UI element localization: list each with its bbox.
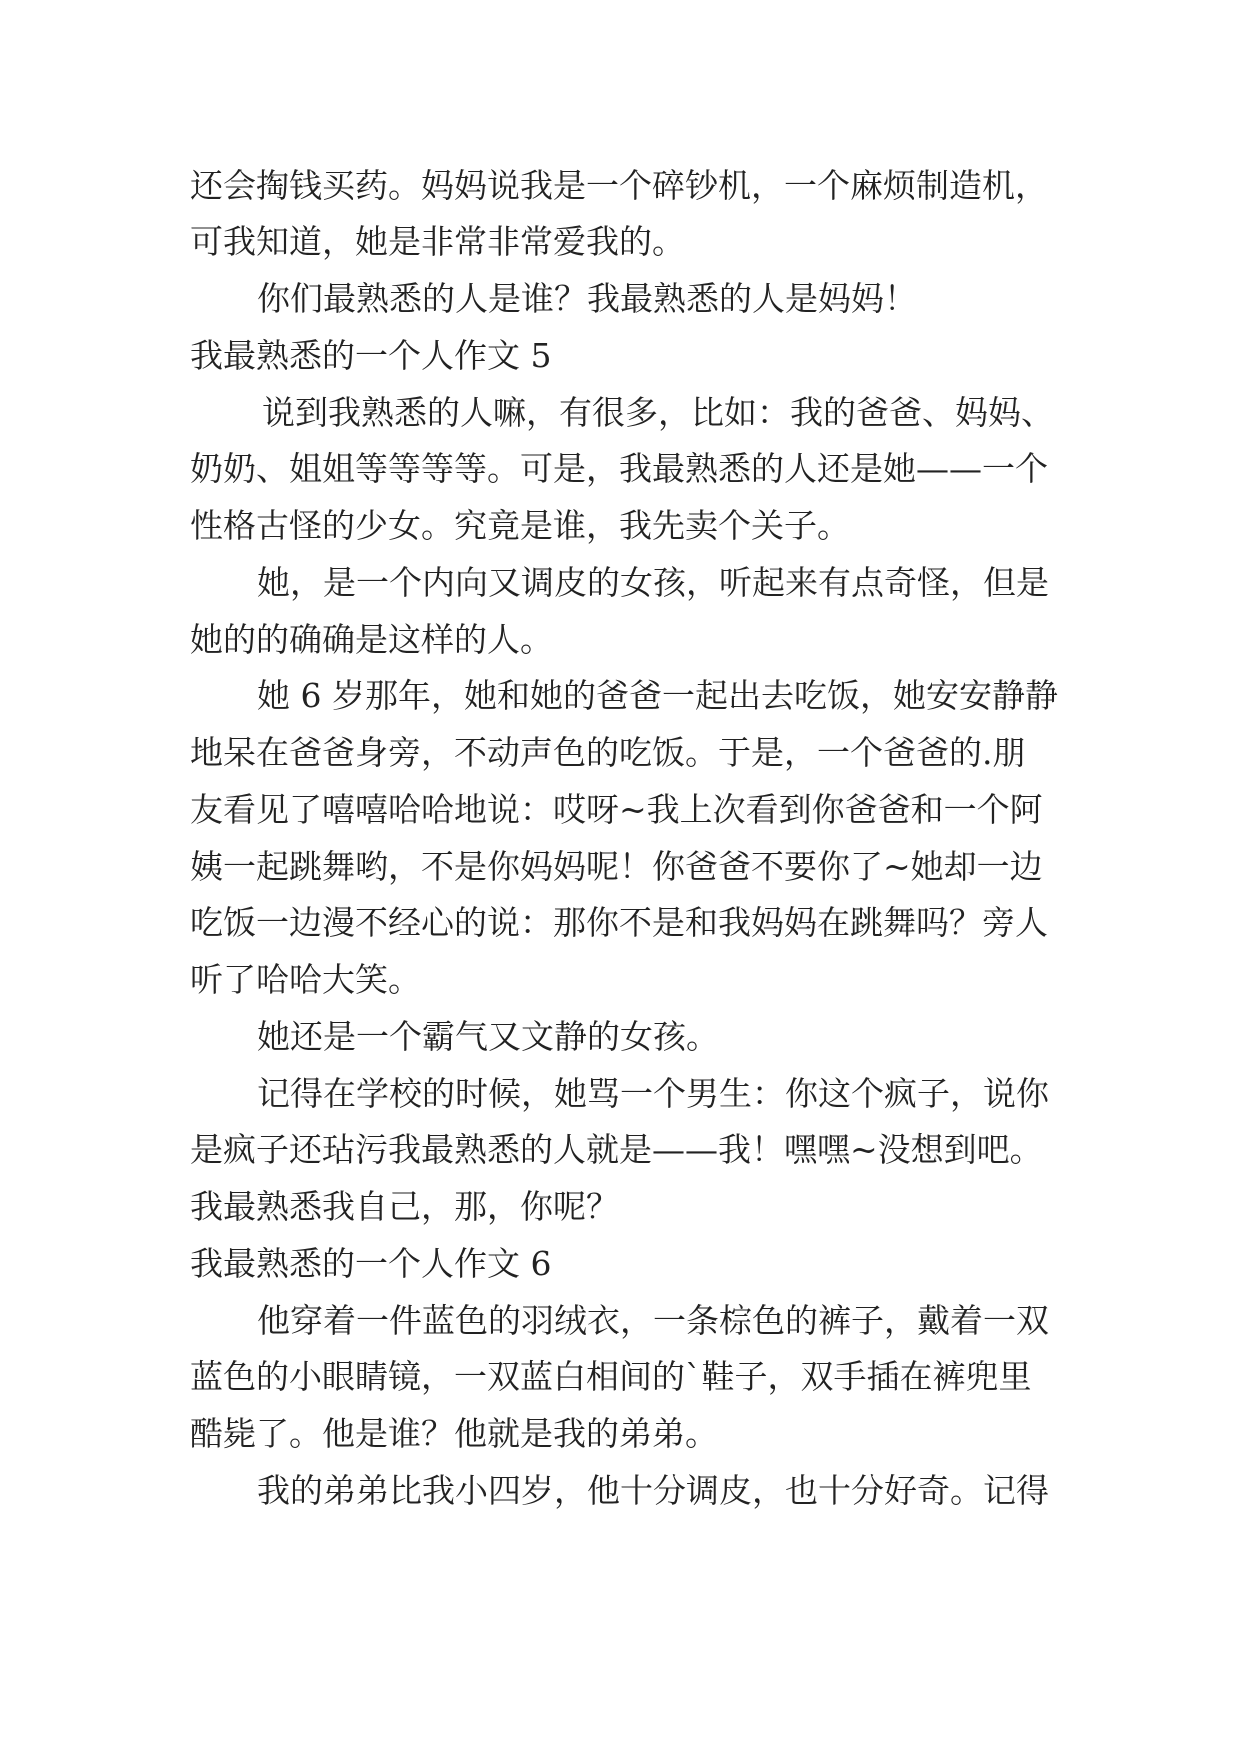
text-line: 蓝色的小眼睛镜，一双蓝白相间的`鞋子，双手插在裤兜里 — [190, 1357, 1032, 1396]
text-line: 是疯子还玷污我最熟悉的人就是——我！嘿嘿~没想到吧。 — [190, 1130, 1043, 1169]
text-line: 友看见了嘻嘻哈哈地说：哎呀~我上次看到你爸爸和一个阿 — [190, 790, 1043, 829]
section-heading: 我最熟悉的一个人作文 5 — [190, 336, 552, 375]
paragraph-start: 我的弟弟比我小四岁，他十分调皮，也十分好奇。记得 — [257, 1471, 1049, 1510]
text-line: 姨一起跳舞哟，不是你妈妈呢！你爸爸不要你了~她却一边 — [190, 847, 1043, 886]
text-line: 地呆在爸爸身旁，不动声色的吃饭。于是，一个爸爸的.朋 — [190, 733, 1026, 772]
paragraph-start: 你们最熟悉的人是谁？我最熟悉的人是妈妈！ — [257, 279, 917, 318]
text-line: 吃饭一边漫不经心的说：那你不是和我妈妈在跳舞吗？旁人 — [190, 903, 1048, 942]
text-line: 性格古怪的少女。究竟是谁，我先卖个关子。 — [190, 506, 850, 545]
text-line: 我最熟悉我自己，那，你呢？ — [190, 1187, 619, 1226]
section-heading: 我最熟悉的一个人作文 6 — [190, 1244, 552, 1283]
paragraph-start: 她还是一个霸气又文静的女孩。 — [257, 1017, 719, 1056]
text-line: 可我知道，她是非常非常爱我的。 — [190, 222, 685, 261]
paragraph-start: 她 6 岁那年，她和她的爸爸一起出去吃饭，她安安静静 — [257, 676, 1058, 715]
text-line: 她的的确确是这样的人。 — [190, 620, 553, 659]
paragraph-start: 他穿着一件蓝色的羽绒衣，一条棕色的裤子，戴着一双 — [257, 1301, 1049, 1340]
text-line: 还会掏钱买药。妈妈说我是一个碎钞机，一个麻烦制造机， — [190, 166, 1048, 205]
paragraph-start: 她，是一个内向又调皮的女孩，听起来有点奇怪，但是 — [257, 563, 1049, 602]
text-line: 奶奶、姐姐等等等等。可是，我最熟悉的人还是她——一个 — [190, 449, 1048, 488]
paragraph-start: 说到我熟悉的人嘛，有很多，比如：我的爸爸、妈妈、 — [262, 393, 1054, 432]
text-line: 听了哈哈大笑。 — [190, 960, 421, 999]
paragraph-start: 记得在学校的时候，她骂一个男生：你这个疯子，说你 — [257, 1074, 1049, 1113]
text-line: 酷毙了。他是谁？他就是我的弟弟。 — [190, 1414, 718, 1453]
